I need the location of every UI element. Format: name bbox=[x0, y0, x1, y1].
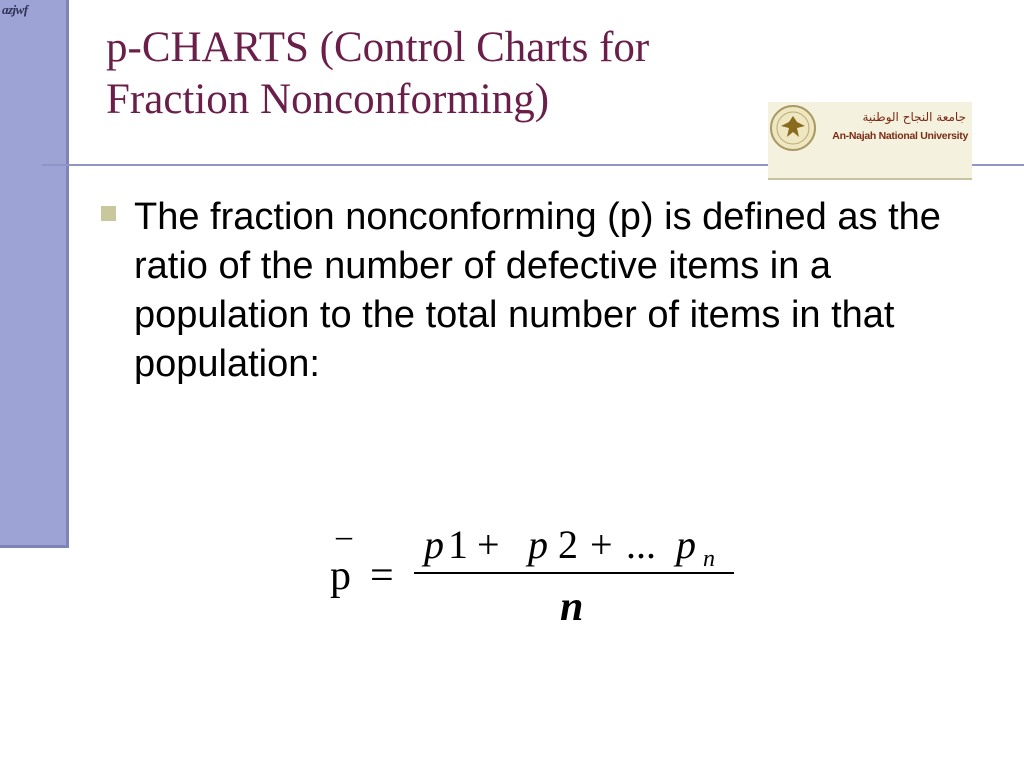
formula-p1-var: p bbox=[424, 522, 444, 567]
sidebar-band bbox=[0, 0, 69, 548]
formula-lhs-p: p bbox=[330, 553, 351, 599]
formula-plus-1: + bbox=[477, 522, 500, 567]
p-bar-formula bbox=[320, 520, 760, 640]
bullet-text: The fraction nonconforming (p) is defined as the ratio of the number of defective items in a population to the total number of items in that population: bbox=[134, 196, 941, 385]
formula-equals: = bbox=[370, 553, 394, 599]
slide-title bbox=[106, 22, 766, 126]
formula-p2-var: p bbox=[528, 522, 548, 567]
formula-denominator: n bbox=[560, 584, 584, 630]
university-seal-icon bbox=[769, 104, 817, 152]
formula-p2-num: 2 bbox=[558, 522, 578, 567]
formula-overbar: – bbox=[336, 520, 352, 553]
formula-p1-num: 1 bbox=[448, 522, 468, 567]
slide-title-line-2: Fraction Nonconforming) bbox=[106, 76, 550, 123]
formula-ellipsis: ... bbox=[626, 522, 656, 567]
watermark-text: azjwf bbox=[2, 2, 28, 17]
formula-pn-var: p bbox=[676, 522, 696, 567]
logo-english-name: An-Najah National University bbox=[832, 130, 968, 142]
bullet-marker bbox=[101, 206, 116, 221]
slide-title-line-1: p-CHARTS (Control Charts for bbox=[106, 24, 650, 71]
formula-pn-subscript: n bbox=[703, 546, 715, 572]
logo-arabic-name: جامعة النجاح الوطنية bbox=[862, 110, 966, 124]
formula-plus-2: + bbox=[590, 522, 613, 567]
university-logo bbox=[768, 102, 972, 180]
